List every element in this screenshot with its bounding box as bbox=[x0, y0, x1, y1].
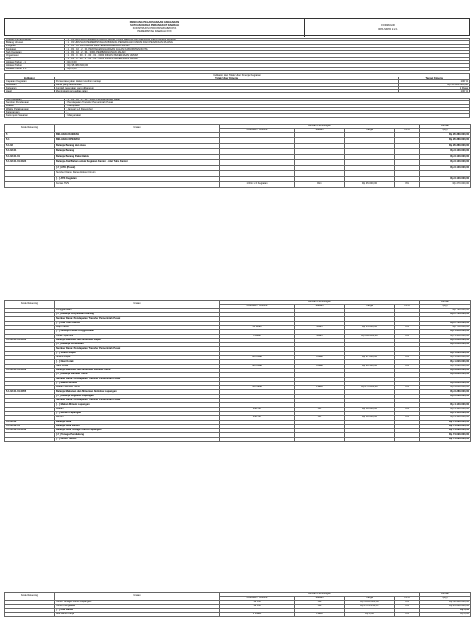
cell-uraian: Sumber Dana: Pendapatan Transfer Pemerintah Pusat bbox=[55, 317, 220, 321]
extra-label bbox=[5, 99, 65, 100]
cell-satuan: Buah bbox=[295, 326, 345, 330]
cell-kode: 5.1.02.01 bbox=[5, 149, 55, 155]
cell-jumlah: Rp 74.090.600,00 bbox=[420, 433, 471, 437]
cell-jumlah: Rp 3.240.000,00 bbox=[420, 338, 471, 342]
cell-jumlah: Rp 50.400.000,00 bbox=[420, 600, 471, 604]
cell-satuan: OB bbox=[295, 604, 345, 608]
cell-koefisien: 12 OB bbox=[220, 600, 295, 604]
header-rp: (Rp) bbox=[420, 596, 471, 600]
meta-value: : Rp 95.380.600,00 bbox=[66, 64, 89, 67]
cell-harga: Rp 30.000,00 bbox=[345, 416, 395, 420]
header-harga: Harga bbox=[345, 304, 395, 308]
cell-koefisien: 60 Kotak bbox=[220, 356, 295, 360]
header-rincian: Rincian Perhitungan bbox=[220, 125, 420, 129]
cell-harga: Rp 40.500,00 bbox=[345, 364, 395, 368]
cell-kode: 5.1.02 bbox=[5, 143, 55, 149]
cell-kode: 5.1 bbox=[5, 138, 55, 144]
cell-jumlah: Rp 1.620.000,00 bbox=[420, 364, 471, 368]
indicator-cell: 100 % bbox=[460, 80, 468, 83]
meta-label: Bidang Urusan bbox=[5, 41, 65, 43]
form-code: FORMULIR bbox=[381, 24, 395, 27]
indicator-column-header: Tolak Ukur Kinerja bbox=[55, 77, 400, 79]
header-harga: Harga bbox=[345, 128, 395, 132]
cell-uraian: [ # ] Tenaga Pendukung bbox=[55, 433, 220, 437]
extra-info-section bbox=[4, 98, 470, 118]
document-page-3 bbox=[4, 592, 470, 632]
extra-value bbox=[65, 99, 469, 100]
cell-harga: Rp 15.000,00 bbox=[345, 326, 395, 330]
cell-jumlah: Rp 270.000,00 bbox=[420, 182, 471, 188]
cell-kode: 5.1.02.01.01.0053 bbox=[5, 368, 55, 372]
cell-jumlah: Rp 750.000,00 bbox=[420, 326, 471, 330]
cell-jumlah: Rp 720.000,00 bbox=[420, 308, 471, 312]
cell-kode bbox=[5, 182, 55, 188]
cell-uraian: Sumber Dana: Pendapatan Transfer Pemerintah Pusat bbox=[55, 377, 220, 381]
cell-kode: 5.1.02.01.01.0055 bbox=[5, 390, 55, 394]
cell-uraian: Minum bbox=[55, 416, 220, 420]
cell-uraian: Honor Tenaga Teknis Lapangan bbox=[55, 600, 220, 604]
meta-value: : 1 . 03 . 0 . 00 . 0 . 00 . 01 . 0000 DINAS PEKERJAAN UMUM bbox=[66, 54, 138, 57]
cell-jumlah: Rp 4.140.000,00 bbox=[420, 411, 471, 415]
header-uraian: Uraian bbox=[55, 301, 220, 309]
cell-ppn: 0% bbox=[395, 600, 420, 604]
meta-value: : 1 . 03 . 10 PROGRAM PENYELENGGARAAN JALAN bbox=[66, 44, 130, 47]
header-satuan: Satuan bbox=[295, 304, 345, 308]
cell-uraian: Belanja Barang Pakai Habis bbox=[55, 154, 220, 160]
header-line-2: SATUAN KERJA PERANGKAT DAERAH bbox=[130, 24, 179, 27]
cell-satuan: Paket bbox=[295, 386, 345, 390]
header-rincian: Rincian Perhitungan bbox=[220, 593, 420, 597]
cell-ppn: 0% bbox=[395, 364, 420, 368]
cell-jumlah: Rp 1.620.000,00 bbox=[420, 356, 471, 360]
cell-jumlah: Rp 2.700.000,00 bbox=[420, 313, 471, 317]
cell-uraian: Belanja Makanan dan Minuman Jamuan Tamu bbox=[55, 368, 220, 372]
cell-harga: Rp 650.000,00 bbox=[345, 334, 395, 338]
cell-kode: 5.1.02.02.01.0013 bbox=[5, 429, 55, 433]
cell-kode bbox=[5, 437, 55, 441]
cell-uraian: Belanja Alat/Bahan untuk Kegiatan Kantor - Alat Tulis Kantor bbox=[55, 160, 220, 166]
cell-jumlah: Rp 1.950.000,00 bbox=[420, 330, 471, 334]
cell-ppn: 0% bbox=[395, 386, 420, 390]
meta-section bbox=[4, 38, 470, 71]
indicator-column-header: Indikator bbox=[5, 77, 55, 79]
indicator-cell: Rp 95.380.600,00 bbox=[447, 83, 468, 86]
cell-jumlah: Rp 74.090.600,00 bbox=[420, 420, 471, 424]
cell-jumlah: Rp 74.090.600,00 bbox=[420, 424, 471, 428]
form-id: RPA SKPD 2.2.1 bbox=[378, 28, 398, 31]
cell-satuan: Rim bbox=[295, 182, 345, 188]
cell-ppn: 0% bbox=[395, 182, 420, 188]
cell-uraian: [ - ] Alat Bantu bbox=[55, 608, 220, 612]
cell-ppn bbox=[395, 437, 420, 441]
cell-ppn: 0% bbox=[395, 334, 420, 338]
meta-value: : 1 . 03 . 10 . 2 . 01 . 0001 PEMBANGUNAN JALAN bbox=[66, 51, 126, 54]
cell-uraian: Nasi Kotak bbox=[55, 364, 220, 368]
document-page-2 bbox=[4, 300, 470, 450]
cell-uraian: [ - ] Alat Tulis Kantor bbox=[55, 321, 220, 325]
header-kode: Kode Rekening bbox=[5, 301, 55, 309]
cell-uraian: [ # ] Belanja Kegiatan Lapangan bbox=[55, 394, 220, 398]
cell-jumlah: Rp 9.800.000,00 bbox=[420, 386, 471, 390]
document-page-1 bbox=[4, 18, 470, 278]
extra-value: : Januari s.d Desember bbox=[66, 107, 93, 111]
budget-table-page-1 bbox=[4, 124, 470, 188]
header-jumlah: Jumlah bbox=[420, 125, 471, 129]
cell-koefisien: 40 Kotak bbox=[220, 364, 295, 368]
cell-koefisien bbox=[220, 437, 295, 441]
cell-jumlah: Rp 2.700.000,00 bbox=[420, 321, 471, 325]
indicator-cell: Dana yang dibutuhkan bbox=[55, 84, 400, 86]
cell-jumlah: Rp 8.100.000,00 bbox=[420, 154, 471, 160]
cell-satuan: Buah bbox=[295, 334, 345, 338]
budget-table bbox=[4, 124, 471, 188]
cell-jumlah: Rp 9.800.000,00 bbox=[420, 368, 471, 372]
cell-jumlah: Rp 74.090.600,00 bbox=[420, 429, 471, 433]
meta-value: : Rp 0,00 bbox=[66, 67, 77, 70]
indicator-title: Indikator dan Tolak Ukur Kinerja Kegiatan bbox=[4, 73, 470, 77]
table-row bbox=[5, 612, 471, 616]
indicator-cell: Keluaran bbox=[5, 87, 55, 89]
cell-jumlah: Rp 4.140.000,00 bbox=[420, 403, 471, 407]
cell-uraian: Sumber Dana: Pendapatan Transfer Pemerintah Pusat bbox=[55, 399, 220, 403]
cell-uraian: Belanja Barang dan Jasa bbox=[55, 143, 220, 149]
extra-label: Keterangan bbox=[5, 111, 65, 113]
cell-harga: Rp 45.000,00 bbox=[345, 182, 395, 188]
header-koefisien: Koefisien / Volume bbox=[220, 304, 295, 308]
cell-kode: 5 bbox=[5, 132, 55, 138]
cell-jumlah: Rp 8.280.000,00 bbox=[420, 394, 471, 398]
extra-value: : Pendapatan Transfer Pemerintah Pusat bbox=[66, 101, 114, 104]
header-koefisien: Koefisien / Volume bbox=[220, 596, 295, 600]
meta-label bbox=[5, 39, 65, 40]
cell-uraian: [ # ] ATK (Pusat) bbox=[55, 165, 220, 171]
cell-harga: Rp 0,00 bbox=[345, 612, 395, 616]
meta-value: : 1 . 03 . 10 . 2 . 01 PENYELENGGARAAN JALAN KABUPATEN/KOTA bbox=[66, 47, 148, 51]
indicator-cell: 1 Ruas bbox=[459, 86, 468, 90]
cell-kode: 5.1.02.02.01 bbox=[5, 424, 55, 428]
cell-jumlah: Rp 1.620.000,00 bbox=[420, 351, 471, 355]
cell-uraian: Belanja Jasa Kantor bbox=[55, 424, 220, 428]
header-kode: Kode Rekening bbox=[5, 593, 55, 601]
header-kode: Kode Rekening bbox=[5, 125, 55, 133]
header-line-1: RENCANA PELAKSANAAN ANGGARAN bbox=[129, 21, 180, 24]
header-rp: (Rp) bbox=[420, 128, 471, 132]
cell-jumlah: Rp 74.090.600,00 bbox=[420, 437, 471, 441]
cell-uraian: Sumber Dana: Dana Alokasi Umum bbox=[55, 171, 220, 177]
meta-value: : Rp 0,00 bbox=[66, 61, 77, 64]
cell-uraian: [ - ] Snack Rapat bbox=[55, 351, 220, 355]
cell-koefisien: 50 Buah bbox=[220, 326, 295, 330]
indicator-cell: 100 % bbox=[460, 90, 468, 93]
meta-label: Alokasi Tahun + 1 bbox=[5, 68, 65, 70]
cell-satuan: OK bbox=[295, 416, 345, 420]
header-line-4: PEMERINTAH DAERAH XXX bbox=[137, 30, 172, 33]
header-rp: (Rp) bbox=[420, 304, 471, 308]
indicator-cell: Masukan bbox=[5, 84, 55, 86]
cell-koefisien: 3 Buah bbox=[220, 334, 295, 338]
cell-koefisien: 138 OK bbox=[220, 416, 295, 420]
cell-kode bbox=[5, 612, 55, 616]
cell-koefisien: 1 Paket bbox=[220, 612, 295, 616]
extra-row bbox=[4, 114, 470, 117]
meta-label: Alokasi Tahun bbox=[5, 64, 65, 66]
cell-kode: 5.1.02.01.01.0024 bbox=[5, 160, 55, 166]
cell-jumlah: Rp 3.240.000,00 bbox=[420, 343, 471, 347]
cell-jumlah: Rp 0,00 bbox=[420, 608, 471, 612]
cell-harga: Rp 1.974.216,67 bbox=[345, 604, 395, 608]
cell-uraian: Makan Jamuan Tamu bbox=[55, 386, 220, 390]
cell-koefisien: 12 OB bbox=[220, 604, 295, 608]
indicator-row bbox=[4, 90, 470, 93]
header-jumlah: Jumlah bbox=[420, 301, 471, 305]
indicator-cell: Meningkatnya kualitas jalan bbox=[55, 90, 400, 92]
meta-label: Sub Kegiatan bbox=[5, 51, 65, 53]
header-line-3: KONSTRUKSI PROVINSI/KAB/KOTA bbox=[132, 27, 177, 30]
header-ppn: PPN bbox=[395, 128, 420, 132]
cell-uraian: Alat Bantu Kerja bbox=[55, 612, 220, 616]
cell-jumlah: Rp 9.800.000,00 bbox=[420, 373, 471, 377]
cell-uraian: [ - ] Makan Minum bbox=[55, 381, 220, 385]
meta-label: Kegiatan bbox=[5, 48, 65, 50]
cell-ppn: 0% bbox=[395, 356, 420, 360]
cell-jumlah: Rp 23.690.600,00 bbox=[420, 604, 471, 608]
cell-uraian: Makan bbox=[55, 407, 220, 411]
extra-label: Kelompok Sasaran bbox=[5, 114, 65, 116]
indicator-table bbox=[4, 77, 470, 93]
cell-jumlah: Rp 0,00 bbox=[420, 612, 471, 616]
meta-value: : 1 . 03 . 0 . 00 . 0 . 00 . 01 . 0001 DINAS PEKERJAAN UMUM bbox=[66, 57, 138, 61]
cell-uraian: [ - ] Makan Minum Lapangan bbox=[55, 403, 220, 407]
cell-uraian: Snack Rapat bbox=[55, 356, 220, 360]
indicator-cell: Jumlah ruas jalan yang dibangun bbox=[55, 87, 400, 89]
cell-satuan: OK bbox=[295, 407, 345, 411]
meta-label: Organisasi bbox=[5, 54, 65, 56]
cell-satuan: Paket bbox=[295, 612, 345, 616]
table-row bbox=[5, 182, 471, 188]
budget-table-page-2 bbox=[4, 300, 471, 442]
indicator-column-header: Target Kinerja bbox=[425, 77, 443, 80]
cell-harga: Rp 27.000,00 bbox=[345, 356, 395, 360]
extra-label: Sumber Pendanaan bbox=[5, 101, 65, 103]
meta-row bbox=[4, 68, 470, 71]
cell-satuan: Kotak bbox=[295, 356, 345, 360]
cell-ppn: 0% bbox=[395, 612, 420, 616]
header-ppn: PPN bbox=[395, 596, 420, 600]
cell-ppn: 0% bbox=[395, 604, 420, 608]
cell-jumlah: Rp 4.140.000,00 bbox=[420, 416, 471, 420]
meta-label: Program bbox=[5, 45, 65, 47]
extra-label: Lokasi bbox=[5, 105, 65, 107]
indicator-cell: Persentase jalan dalam kondisi mantap bbox=[55, 80, 400, 82]
cell-kode: 5.1.02.02 bbox=[5, 420, 55, 424]
extra-value: : Masyarakat bbox=[66, 114, 81, 117]
cell-ppn: 0% bbox=[395, 326, 420, 330]
cell-uraian: [ - ] Honor Teknis bbox=[55, 437, 220, 441]
header-harga: Harga bbox=[345, 596, 395, 600]
cell-harga: Rp 30.000,00 bbox=[345, 407, 395, 411]
cell-uraian: Honor Pengawas bbox=[55, 604, 220, 608]
meta-label: Alokasi Tahun - 1 bbox=[5, 61, 65, 63]
cell-uraian: Belanja Barang bbox=[55, 149, 220, 155]
cell-uraian: Belanja Makanan dan Minuman Rapat bbox=[55, 338, 220, 342]
extra-value: : Kabupaten bbox=[66, 104, 80, 107]
cell-uraian: Belanja Jasa bbox=[55, 420, 220, 424]
header-uraian: Uraian bbox=[55, 125, 220, 133]
cell-satuan bbox=[295, 437, 345, 441]
indicator-cell: Capaian Kegiatan bbox=[5, 80, 55, 82]
indicator-cell: Hasil bbox=[5, 90, 55, 92]
header-ppn: PPN bbox=[395, 304, 420, 308]
cell-kode: 5.1.02.01.01 bbox=[5, 154, 55, 160]
cell-kode: 5.1.02.01.01.0052 bbox=[5, 338, 55, 342]
cell-uraian: Penggandaan bbox=[55, 308, 220, 312]
cell-uraian: BELANJA DAERAH bbox=[55, 132, 220, 138]
header-uraian: Uraian bbox=[55, 593, 220, 601]
cell-jumlah: Rp 95.380.600,00 bbox=[420, 132, 471, 138]
cell-koefisien: 1 Rim x 6 Kegiatan bbox=[220, 182, 295, 188]
cell-jumlah: Rp 9.800.000,00 bbox=[420, 381, 471, 385]
cell-uraian: [ - ] ATK Kegiatan bbox=[55, 176, 220, 182]
cell-uraian: Sumber Dana: Pendapatan Transfer Pemerintah Pusat bbox=[55, 347, 220, 351]
cell-jumlah: Rp 95.380.600,00 bbox=[420, 143, 471, 149]
cell-uraian: Belanja Makanan dan Minuman Aktivitas Lapangan bbox=[55, 390, 220, 394]
cell-jumlah: Rp 8.100.000,00 bbox=[420, 160, 471, 166]
cell-uraian: Map Plastik bbox=[55, 326, 220, 330]
header-title-block bbox=[5, 19, 305, 37]
cell-uraian: [ - ] Belanja Cetak Penggandaan bbox=[55, 330, 220, 334]
extra-label: Waktu Pelaksanaan bbox=[5, 108, 65, 110]
cell-harga bbox=[345, 437, 395, 441]
cell-ppn: 0% bbox=[395, 416, 420, 420]
budget-table-page-3 bbox=[4, 592, 471, 617]
cell-harga: Rp 175.000,00 bbox=[345, 386, 395, 390]
cell-uraian: BELANJA OPERASI bbox=[55, 138, 220, 144]
cell-uraian: [ - ] Minum Lapangan bbox=[55, 411, 220, 415]
cell-uraian: Kertas HVS bbox=[55, 182, 220, 188]
cell-uraian: Belanja Jasa Tenaga Teknis Lapangan bbox=[55, 429, 220, 433]
cell-jumlah: Rp 8.280.000,00 bbox=[420, 390, 471, 394]
cell-jumlah: Rp 95.380.600,00 bbox=[420, 138, 471, 144]
header-satuan: Satuan bbox=[295, 128, 345, 132]
header-satuan: Satuan bbox=[295, 596, 345, 600]
header-koefisien: Koefisien / Volume bbox=[220, 128, 295, 132]
cell-satuan: Kotak bbox=[295, 364, 345, 368]
meta-value bbox=[65, 39, 469, 40]
cell-koefisien: 138 OK bbox=[220, 407, 295, 411]
cell-uraian: [ # ] Belanja Jamuan Tamu bbox=[55, 373, 220, 377]
cell-jumlah: Rp 8.100.000,00 bbox=[420, 176, 471, 182]
cell-jumlah: Rp 8.100.000,00 bbox=[420, 149, 471, 155]
table-row bbox=[5, 437, 471, 441]
cell-koefisien: 56 Paket bbox=[220, 386, 295, 390]
cell-ppn: 0% bbox=[395, 407, 420, 411]
header-rincian: Rincian Perhitungan bbox=[220, 301, 420, 305]
cell-uraian: [ # ] Belanja Penyediaan Barang bbox=[55, 313, 220, 317]
cell-satuan: OB bbox=[295, 600, 345, 604]
cell-uraian: [ - ] Nasi Kotak bbox=[55, 360, 220, 364]
cell-harga: Rp 4.200.000,00 bbox=[345, 600, 395, 604]
report-header bbox=[4, 18, 470, 36]
extra-value: : - bbox=[66, 111, 69, 114]
meta-value: : 1 . 03 URUSAN PEMERINTAHAN BIDANG PEKERJAAN UMUM DAN PENATAAN RUANG bbox=[66, 41, 173, 44]
cell-jumlah: Rp 8.100.000,00 bbox=[420, 165, 471, 171]
cell-uraian: [ # ] Belanja Pertemuan bbox=[55, 343, 220, 347]
cell-jumlah: Rp 1.950.000,00 bbox=[420, 334, 471, 338]
header-jumlah: Jumlah bbox=[420, 593, 471, 597]
meta-label: Unit bbox=[5, 58, 65, 60]
cell-jumlah: Rp 1.620.000,00 bbox=[420, 360, 471, 364]
cell-jumlah: Rp 4.140.000,00 bbox=[420, 407, 471, 411]
indicator-section bbox=[4, 73, 470, 93]
cell-uraian: Cetak Spanduk bbox=[55, 334, 220, 338]
